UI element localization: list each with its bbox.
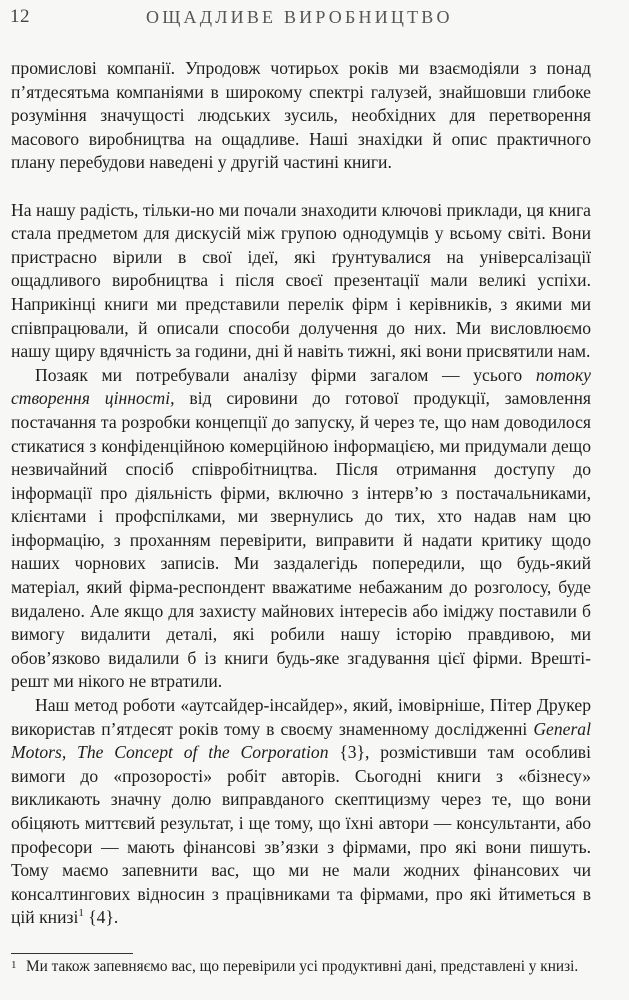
footnote-text: Ми також запевняємо вас, що перевірили усі продуктивні дані, представлені у книзі.	[26, 958, 579, 975]
body-text	[11, 57, 591, 930]
running-head: ОЩАДЛИВЕ ВИРОБНИЦТВО	[146, 7, 453, 27]
paragraph-4-text-end: {4}.	[83, 907, 119, 928]
paragraph-3-text-start: Позаяк ми потребували аналізу фірми загалом — усього	[35, 364, 536, 385]
footnote-divider	[11, 953, 133, 954]
paragraph-4-text-start: Наш метод роботи «аутсайдер-інсайдер», який, імовірніше, Пітер Друкер використав п’ятдесят років тому в своєму знаменному дослідженні	[11, 695, 591, 739]
footnote-reference: 1	[78, 907, 84, 920]
paragraph-3	[11, 364, 591, 694]
page-number: 12	[10, 6, 30, 27]
paragraph-3-text-end: від сировини до готової продукції, замовлення постачання та розробки концепції до запуску, й через те, що нам доводилося стикатися з конфіденційною комерційною інформацією, ми придумали дещо незвичайний спосіб співробітництва. Після отримання доступу до інформації про діяльність фірми, включно з інтерв’ю з постачальниками, клієнтами і профспілками, ми звернулись до тих, хто надав нам цю інформацію, з проханням перевірити, виправити й надати критику щодо наших чорнових записів. Ми заздалегідь попередили, що будь-який матеріал, який фірма-респондент вважатиме небажаним до розголосу, буде видалено. Але якщо для захисту майнових інтересів або іміджу поставили б вимогу видалити деталі, які робили нашу історію правдивою, ми обов’язково видалили б із книги будь-яке згадування цієї фірми. Врешті-решт ми нікого не втратили.	[11, 388, 591, 692]
paragraph-2: На нашу радість, тільки-но ми почали знаходити ключові приклади, ця книга стала предметом для дискусій між групою однодумців у всьому світі. Вони пристрасно вірили в свої ідеї, які ґрунтувалися на універсалізації ощадливого виробництва і після своєї презентації мали великі успіхи. Наприкінці книги ми представили перелік фірм і керівників, з якими ми співпрацювали, й описали способи долучення до них. Ми висловлюємо нашу щиру вдячність за години, дні й навіть тижні, які вони присвятили нам.	[11, 199, 591, 362]
paragraph-4	[11, 694, 591, 930]
paragraph-4-text-middle: {3}, розмістивши там особливі вимоги до «прозорості» робіт авторів. Сьогодні книги з «бізнесу» викликають значну долю виправданого скептицизму через те, що вони обіцяють миттєвий результат, і ще тому, що їхні автори — консультанти, або професори — мають фінансові зв’язки з фірмами, про які вони пишуть. Тому маємо запевнити вас, що ми не мали жодних фінансових чи консалтингових відносин з працівниками та фірмами, про які йтиметься в цій книзі	[11, 742, 591, 928]
paragraph-1: промислові компанії. Упродовж чотирьох років ми взаємодіяли з понад п’ятдесятьма компаніями в широкому спектрі галузей, знайшовши глибоке розуміння значущості людських зусиль, необхідних для перетворення масового виробництва на ощадливе. Наші знахідки й опис практичного плану перебудови наведені у другій частині книги.	[11, 58, 591, 173]
footnote	[11, 957, 591, 977]
footnote-number: 1	[11, 959, 17, 971]
value-stream-term: потоку створення цінності,	[11, 364, 591, 409]
book-title-citation: General Motors, The Concept of the Corporation	[11, 718, 591, 763]
